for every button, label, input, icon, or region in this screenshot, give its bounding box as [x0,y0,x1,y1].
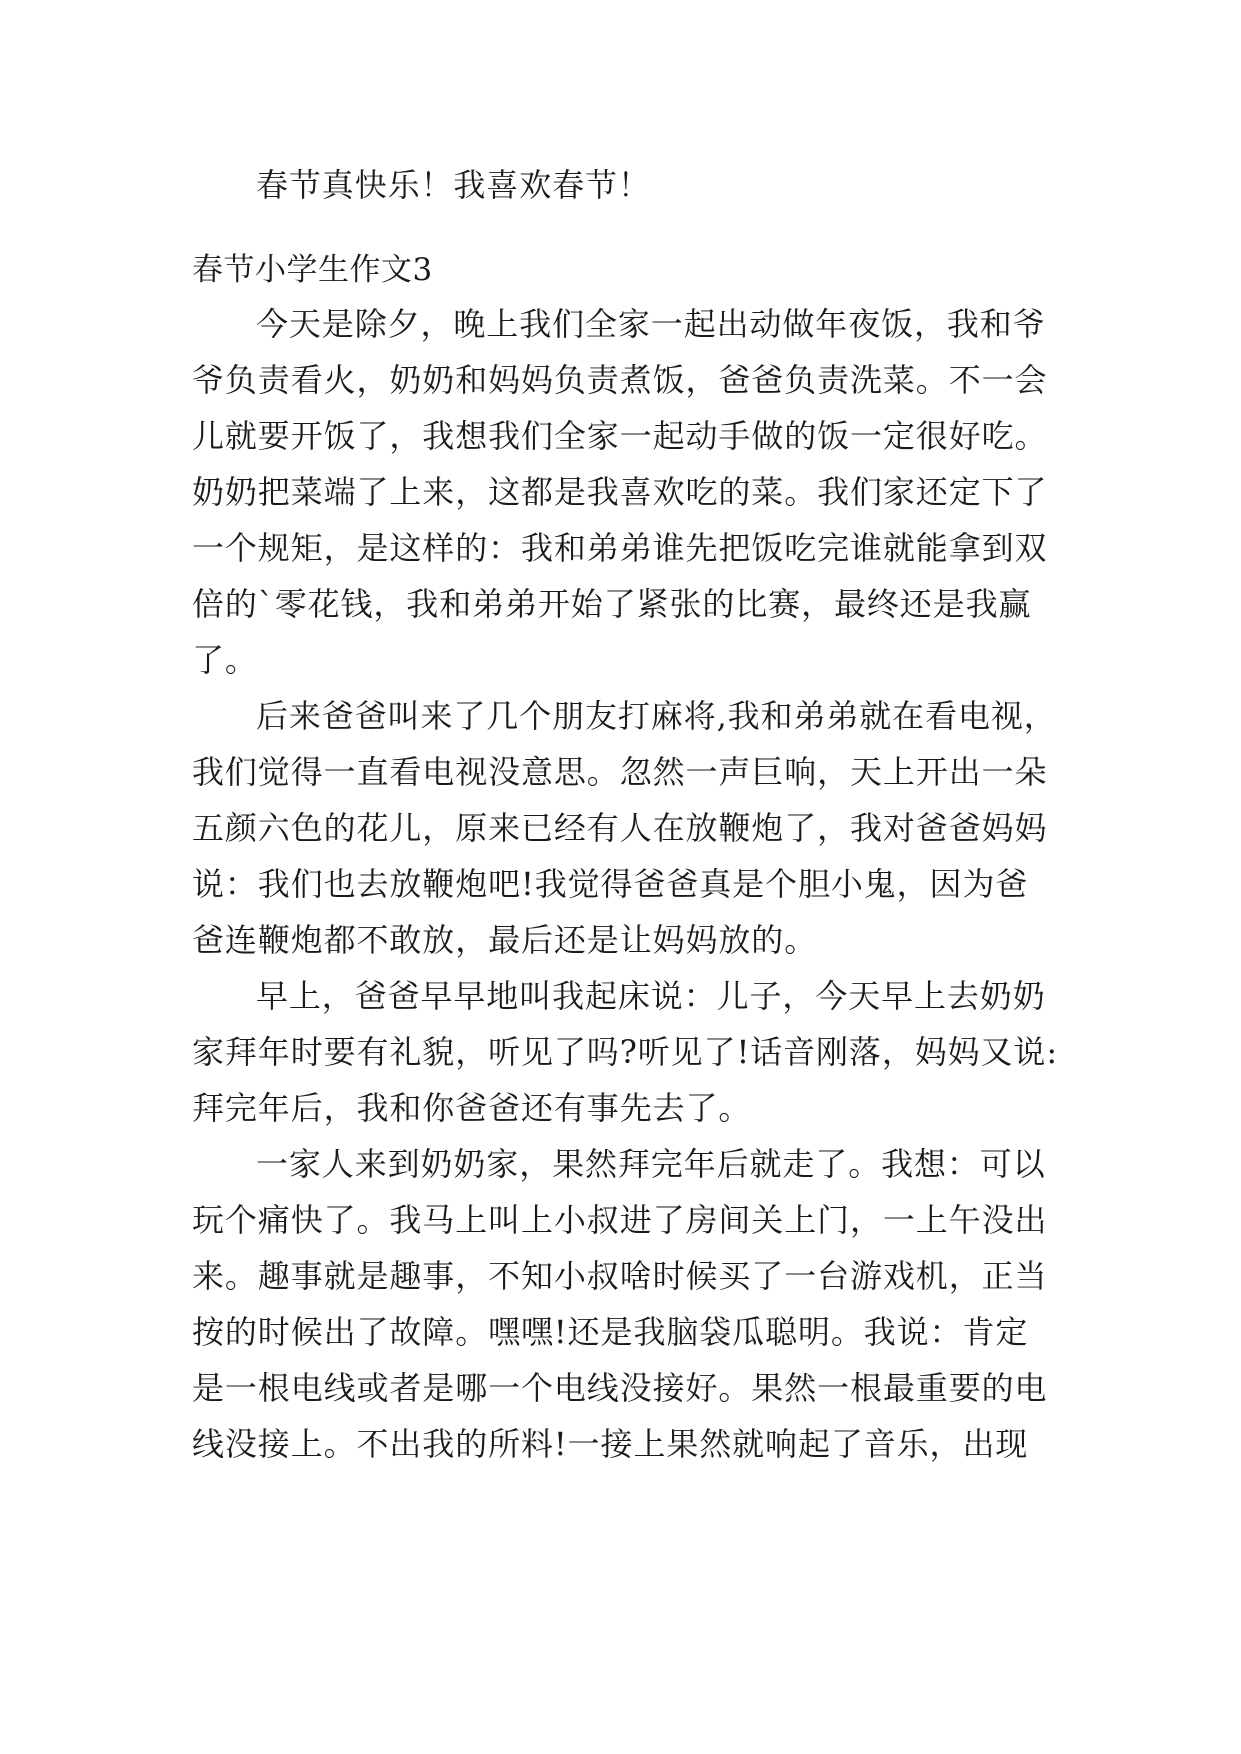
paragraph-line: 早上，爸爸早早地叫我起床说：儿子，今天早上去奶奶 [256,977,1046,1015]
paragraph-line: 玩个痛快了。我马上叫上小叔进了房间关上门，一上午没出 [192,1201,1048,1239]
paragraph-line: 一家人来到奶奶家，果然拜完年后就走了。我想：可以 [256,1145,1046,1183]
paragraph-line: 爷负责看火，奶奶和妈妈负责煮饭，爸爸负责洗菜。不一会 [192,361,1048,399]
paragraph-line: 倍的`零花钱，我和弟弟开始了紧张的比赛，最终还是我赢 [192,585,1032,623]
paragraph-line: 后来爸爸叫来了几个朋友打麻将,我和弟弟就在看电视， [256,697,1057,735]
paragraph-line: 按的时候出了故障。嘿嘿!还是我脑袋瓜聪明。我说：肯定 [192,1313,1029,1351]
paragraph-line: 儿就要开饭了，我想我们全家一起动手做的饭一定很好吃。 [192,417,1048,455]
closing-line: 春节真快乐！我喜欢春节！ [256,166,651,204]
paragraph-line: 拜完年后，我和你爸爸还有事先去了。 [192,1089,752,1127]
paragraph-line: 我们觉得一直看电视没意思。忽然一声巨响，天上开出一朵 [192,753,1048,791]
paragraph-line: 五颜六色的花儿，原来已经有人在放鞭炮了，我对爸爸妈妈 [192,809,1048,847]
paragraph-line: 一个规矩，是这样的：我和弟弟谁先把饭吃完谁就能拿到双 [192,529,1048,567]
section-title: 春节小学生作文3 [192,252,433,288]
paragraph-line: 了。 [192,641,258,679]
paragraph-line: 来。趣事就是趣事，不知小叔啥时候买了一台游戏机，正当 [192,1257,1048,1295]
paragraph-line: 奶奶把菜端了上来，这都是我喜欢吃的菜。我们家还定下了 [192,473,1048,511]
paragraph-line: 线没接上。不出我的所料!一接上果然就响起了音乐，出现 [192,1425,1029,1463]
paragraph-line: 是一根电线或者是哪一个电线没接好。果然一根最重要的电 [192,1369,1048,1407]
paragraph-line: 今天是除夕，晚上我们全家一起出动做年夜饭，我和爷 [256,305,1046,343]
paragraph-line: 爸连鞭炮都不敢放，最后还是让妈妈放的。 [192,921,818,959]
paragraph-line: 家拜年时要有礼貌，听见了吗?听见了!话音刚落，妈妈又说: [192,1033,1058,1071]
paragraph-line: 说：我们也去放鞭炮吧!我觉得爸爸真是个胆小鬼，因为爸 [192,865,1029,903]
